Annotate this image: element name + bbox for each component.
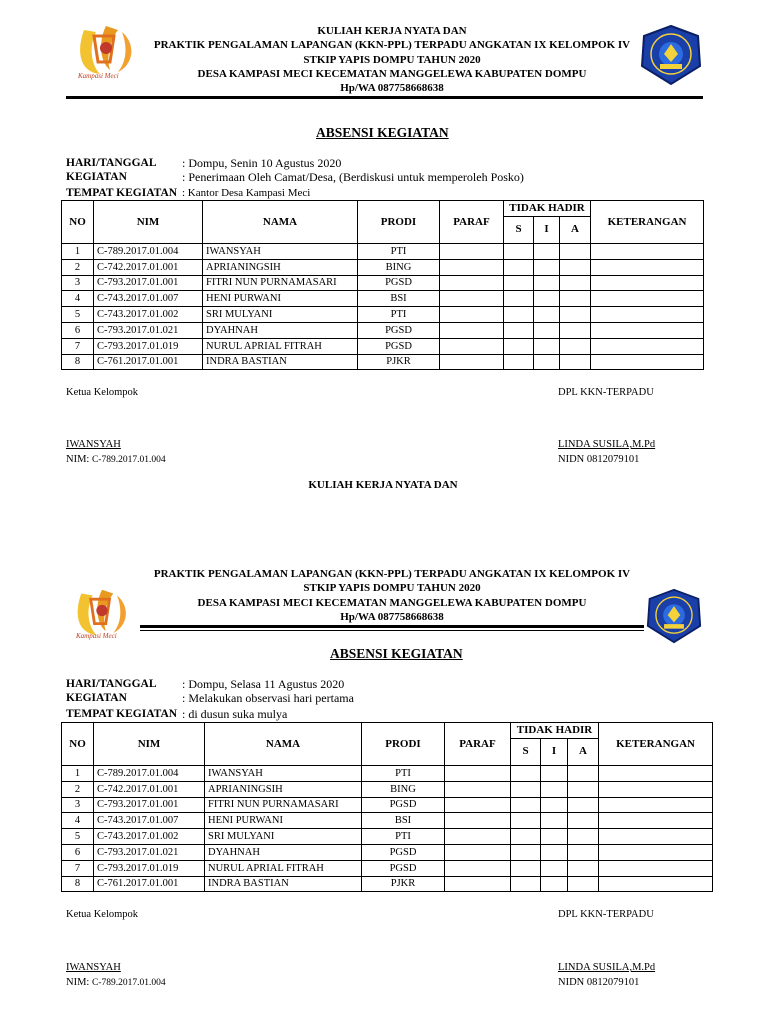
label-tempat: TEMPAT KEGIATAN <box>66 708 178 720</box>
ketua-name: IWANSYAH <box>66 962 121 973</box>
value-hari: : Dompu, Senin 10 Agustus 2020 <box>182 156 342 170</box>
stkip-emblem <box>644 588 704 644</box>
col-prodi: PRODI <box>362 723 445 766</box>
col-tidak-hadir: TIDAK HADIR <box>504 201 591 217</box>
logo-caption: Kampasi Meci <box>78 72 119 80</box>
value-tempat: : Kantor Desa Kampasi Meci <box>182 187 311 199</box>
table-row: 1 C-789.2017.01.004 IWANSYAH PTI <box>62 244 704 260</box>
col-nim: NIM <box>94 201 203 244</box>
dpl-name: LINDA SUSILA,M.Pd <box>558 962 656 973</box>
table-row: 2 C-742.2017.01.001 APRIANINGSIH BING <box>62 781 713 797</box>
label-tempat: TEMPAT KEGIATAN <box>66 187 178 199</box>
value-tempat: : di dusun suka mulya <box>182 707 288 721</box>
table-row: 6 C-793.2017.01.021 DYAHNAH PGSD <box>62 322 704 338</box>
col-tidak-hadir: TIDAK HADIR <box>511 723 599 739</box>
col-no: NO <box>62 201 94 244</box>
kkn-logo <box>70 22 142 90</box>
attendance-table <box>61 200 704 370</box>
value-kegiatan: : Penerimaan Oleh Camat/Desa, (Berdiskusi untuk memperoleh Posko) <box>182 170 524 184</box>
header-line-3: STKIP YAPIS DOMPU TAHUN 2020 <box>303 582 481 595</box>
table-row: 6 C-793.2017.01.021 DYAHNAH PGSD <box>62 844 713 860</box>
ketua-nim: NIM: C-789.2017.01.004 <box>66 977 166 988</box>
label-hari: HARI/TANGGAL <box>66 157 157 169</box>
ketua-name: IWANSYAH <box>66 439 121 450</box>
table-row: 4 C-743.2017.01.007 HENI PURWANI BSI <box>62 291 704 307</box>
page-title: ABSENSI KEGIATAN <box>316 125 449 140</box>
col-nama: NAMA <box>205 723 362 766</box>
header-line-2: PRAKTIK PENGALAMAN LAPANGAN (KKN-PPL) TERPADU ANGKATAN IX KELOMPOK IV <box>153 39 631 52</box>
logo-caption: Kampasi Meci <box>76 632 117 640</box>
table-row: 1 C-789.2017.01.004 IWANSYAH PTI <box>62 766 713 782</box>
header-line-5: Hp/WA 087758668638 <box>340 610 444 623</box>
header-line-5: Hp/WA 087758668638 <box>340 82 444 95</box>
header-rule <box>140 625 644 628</box>
col-a: A <box>560 216 591 243</box>
col-i: I <box>534 216 560 243</box>
table-row: 2 C-742.2017.01.001 APRIANINGSIH BING <box>62 259 704 275</box>
dpl-nidn: NIDN 0812079101 <box>558 977 640 988</box>
table-row: 7 C-793.2017.01.019 NURUL APRIAL FITRAH PGSD <box>62 860 713 876</box>
kkn-logo <box>68 586 136 650</box>
col-nama: NAMA <box>203 201 358 244</box>
dpl-nidn: NIDN 0812079101 <box>558 454 640 465</box>
table-row: 8 C-761.2017.01.001 INDRA BASTIAN PJKR <box>62 354 704 370</box>
table-row: 5 C-743.2017.01.002 SRI MULYANI PTI <box>62 829 713 845</box>
label-kegiatan: KEGIATAN <box>66 171 127 183</box>
table-row: 4 C-743.2017.01.007 HENI PURWANI BSI <box>62 813 713 829</box>
attendance-table <box>61 722 713 892</box>
col-keterangan: KETERANGAN <box>599 723 713 766</box>
table-row: 8 C-761.2017.01.001 INDRA BASTIAN PJKR <box>62 876 713 892</box>
header-line-2: PRAKTIK PENGALAMAN LAPANGAN (KKN-PPL) TERPADU ANGKATAN IX KELOMPOK IV <box>153 568 631 580</box>
dpl-label: DPL KKN-TERPADU <box>558 909 654 920</box>
label-hari: HARI/TANGGAL <box>66 678 157 690</box>
header-line-4: DESA KAMPASI MECI KECEMATAN MANGGELEWA KABUPATEN DOMPU <box>197 596 587 609</box>
col-a: A <box>568 738 599 765</box>
dpl-label: DPL KKN-TERPADU <box>558 387 654 398</box>
table-row: 7 C-793.2017.01.019 NURUL APRIAL FITRAH PGSD <box>62 338 704 354</box>
table-row: 3 C-793.2017.01.001 FITRI NUN PURNAMASARI PGSD <box>62 275 704 291</box>
col-i: I <box>541 738 568 765</box>
table-row: 3 C-793.2017.01.001 FITRI NUN PURNAMASARI PGSD <box>62 797 713 813</box>
ketua-label: Ketua Kelompok <box>66 909 139 920</box>
activity-info <box>66 156 706 204</box>
page1-header <box>150 24 634 95</box>
header-rule <box>66 96 703 99</box>
col-prodi: PRODI <box>358 201 440 244</box>
page2-header <box>140 567 644 624</box>
ketua-label: Ketua Kelompok <box>66 387 139 398</box>
header-line-3: STKIP YAPIS DOMPU TAHUN 2020 <box>303 53 481 66</box>
dpl-name: LINDA SUSILA,M.Pd <box>558 439 656 450</box>
header-rule-thin <box>140 630 644 631</box>
ketua-nim: NIM: C-789.2017.01.004 <box>66 454 166 465</box>
value-hari: : Dompu, Selasa 11 Agustus 2020 <box>182 677 345 691</box>
col-s: S <box>504 216 534 243</box>
activity-info <box>66 677 706 725</box>
label-kegiatan: KEGIATAN <box>66 692 127 704</box>
header-line-1: KULIAH KERJA NYATA DAN <box>317 25 467 37</box>
header-line-1: KULIAH KERJA NYATA DAN <box>308 479 458 491</box>
col-paraf: PARAF <box>445 723 511 766</box>
col-s: S <box>511 738 541 765</box>
col-nim: NIM <box>94 723 205 766</box>
header-line-4: DESA KAMPASI MECI KECEMATAN MANGGELEWA KABUPATEN DOMPU <box>197 67 587 80</box>
value-kegiatan: : Melakukan observasi hari pertama <box>182 691 354 705</box>
col-no: NO <box>62 723 94 766</box>
page2-header-top <box>150 478 616 492</box>
col-keterangan: KETERANGAN <box>591 201 704 244</box>
page-title: ABSENSI KEGIATAN <box>330 646 463 661</box>
col-paraf: PARAF <box>440 201 504 244</box>
stkip-emblem <box>638 24 704 86</box>
table-row: 5 C-743.2017.01.002 SRI MULYANI PTI <box>62 307 704 323</box>
